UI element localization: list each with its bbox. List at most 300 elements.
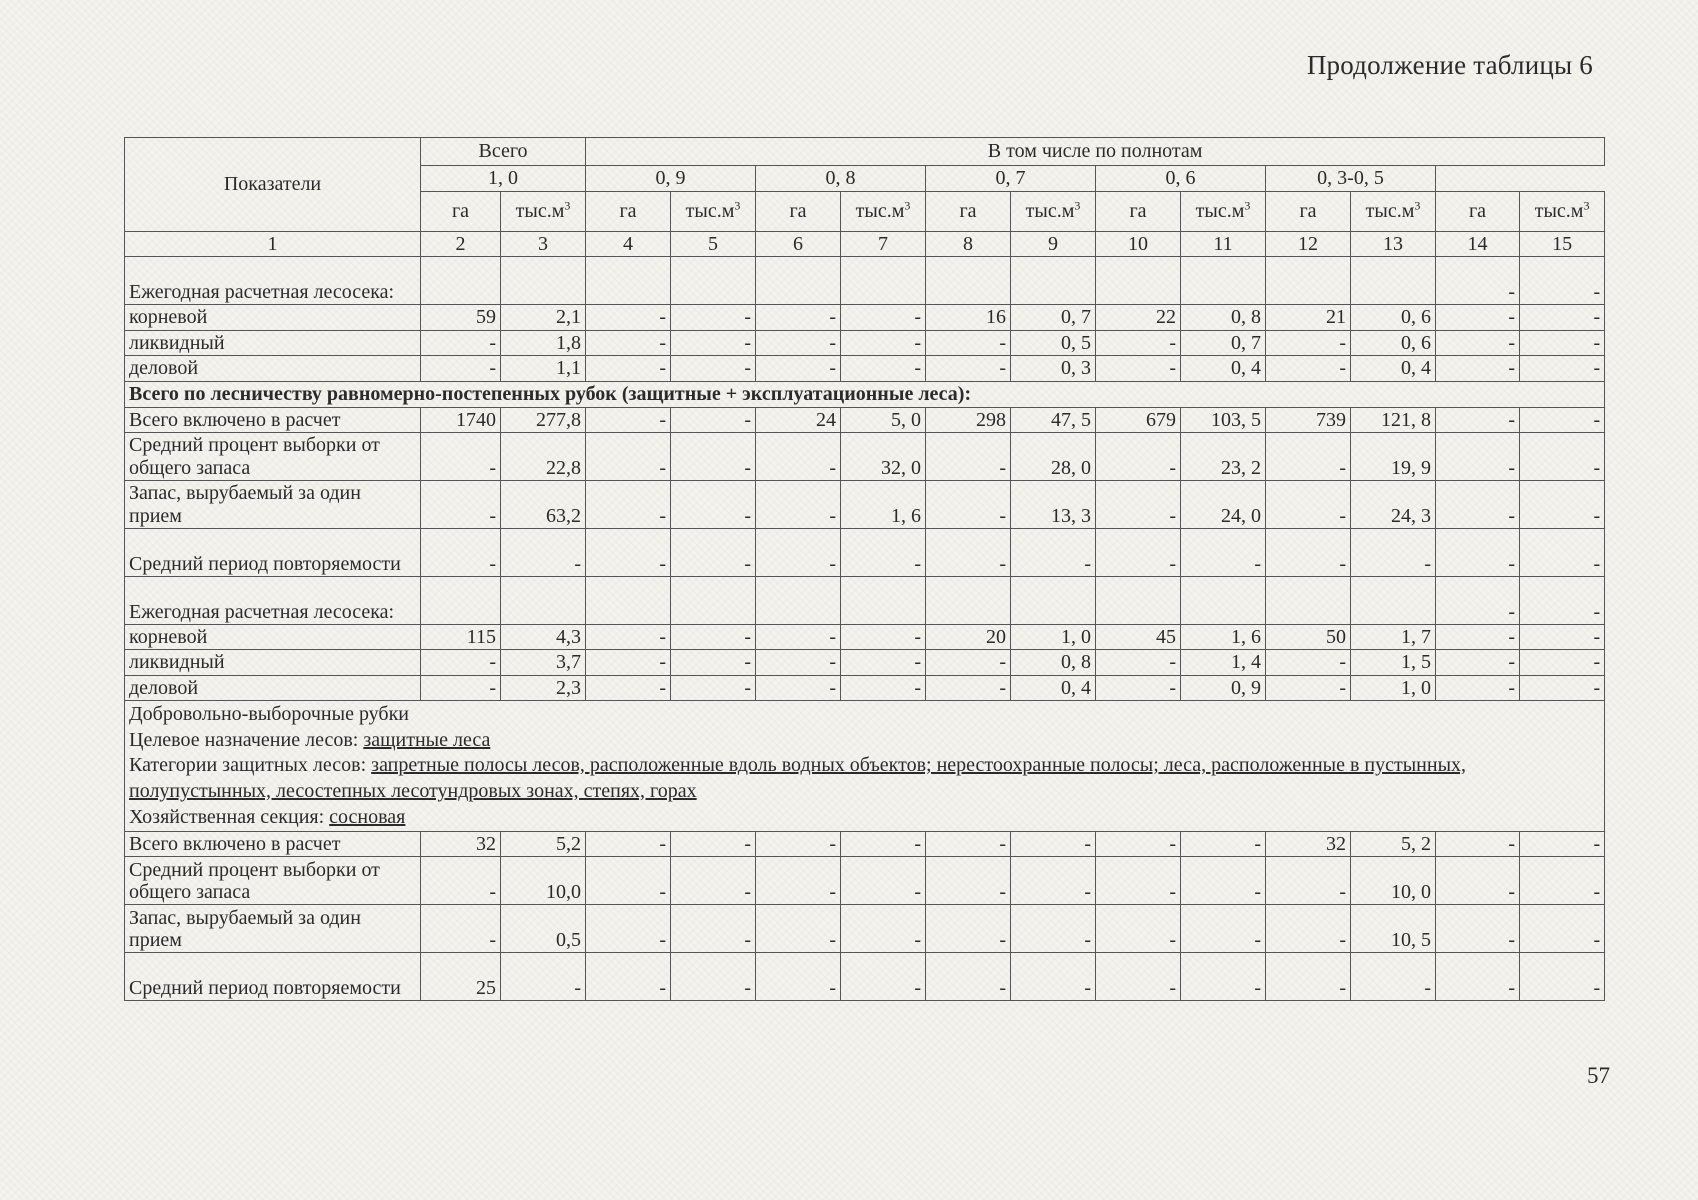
row-label: Запас, вырубаемый за один прием bbox=[125, 480, 421, 528]
table-cell bbox=[926, 576, 1011, 624]
header-unit-ha: га bbox=[756, 192, 841, 232]
table-cell: 0, 4 bbox=[1181, 356, 1266, 381]
table-cell: - bbox=[671, 832, 756, 857]
table-cell: 24, 0 bbox=[1181, 480, 1266, 528]
table-cell: 5, 2 bbox=[1351, 832, 1436, 857]
section-3-rows bbox=[125, 832, 1605, 1001]
table-cell: - bbox=[1096, 330, 1181, 355]
unit-volume-text: тыс.м bbox=[855, 200, 905, 223]
table-row bbox=[125, 257, 1605, 305]
column-number: 1 bbox=[125, 232, 421, 257]
table-cell: - bbox=[1520, 905, 1605, 953]
column-number: 4 bbox=[586, 232, 671, 257]
table-cell: - bbox=[841, 953, 926, 1001]
table-cell: 121, 8 bbox=[1351, 407, 1436, 432]
section-2-rows bbox=[125, 407, 1605, 701]
table-cell: - bbox=[1011, 528, 1096, 576]
table-cell: - bbox=[671, 356, 756, 381]
table-cell: - bbox=[756, 905, 841, 953]
table-cell: - bbox=[421, 528, 501, 576]
table-cell: - bbox=[1181, 528, 1266, 576]
table-cell: 50 bbox=[1266, 624, 1351, 649]
table-cell bbox=[586, 576, 671, 624]
table-cell: - bbox=[1436, 407, 1520, 432]
table-cell: - bbox=[501, 528, 586, 576]
table-cell: 47, 5 bbox=[1011, 407, 1096, 432]
table-cell: - bbox=[841, 675, 926, 700]
unit-volume-sup: 3 bbox=[1074, 198, 1081, 213]
table-cell: - bbox=[756, 432, 841, 480]
row-label: Средний процент выборки от общего запаса bbox=[125, 432, 421, 480]
table-cell bbox=[671, 257, 756, 305]
table-cell: 10, 5 bbox=[1351, 905, 1436, 953]
table-cell bbox=[1266, 257, 1351, 305]
table-cell: - bbox=[926, 432, 1011, 480]
table-cell: - bbox=[1436, 675, 1520, 700]
table-cell: - bbox=[1520, 356, 1605, 381]
row-label: деловой bbox=[125, 356, 421, 381]
table-cell bbox=[926, 257, 1011, 305]
table-cell: - bbox=[586, 356, 671, 381]
table-cell: 2,3 bbox=[501, 675, 586, 700]
section-label: Хозяйственная секция: bbox=[129, 805, 330, 828]
table-cell: - bbox=[1096, 832, 1181, 857]
column-number: 15 bbox=[1520, 232, 1605, 257]
unit-volume-text: тыс.м bbox=[685, 200, 735, 223]
header-unit-ha: га bbox=[926, 192, 1011, 232]
table-cell bbox=[841, 257, 926, 305]
table-cell: 32 bbox=[1266, 832, 1351, 857]
table-cell: - bbox=[841, 857, 926, 905]
table-cell: - bbox=[1181, 905, 1266, 953]
table-cell: - bbox=[1520, 480, 1605, 528]
table-cell: - bbox=[671, 480, 756, 528]
table-cell: 103, 5 bbox=[1181, 407, 1266, 432]
table-row bbox=[125, 480, 1605, 528]
header-unit-ha: га bbox=[421, 192, 501, 232]
row-label: корневой bbox=[125, 305, 421, 330]
header-unit-volume bbox=[1181, 192, 1266, 232]
table-cell: 115 bbox=[421, 624, 501, 649]
table-cell: - bbox=[586, 832, 671, 857]
section-line bbox=[129, 805, 1600, 831]
table-cell: - bbox=[1436, 330, 1520, 355]
table-cell: - bbox=[1520, 432, 1605, 480]
table-cell: - bbox=[926, 480, 1011, 528]
table-cell: - bbox=[1096, 432, 1181, 480]
table-cell: - bbox=[671, 330, 756, 355]
table-row bbox=[125, 356, 1605, 381]
header-unit-volume bbox=[501, 192, 586, 232]
unit-volume-sup: 3 bbox=[1244, 198, 1251, 213]
table-cell: 25 bbox=[421, 953, 501, 1001]
header-density-group: 1, 0 bbox=[421, 166, 586, 192]
unit-volume-text: тыс.м bbox=[1195, 200, 1245, 223]
table-cell: - bbox=[586, 480, 671, 528]
table-cell: - bbox=[1436, 432, 1520, 480]
table-cell: - bbox=[1520, 624, 1605, 649]
column-number: 8 bbox=[926, 232, 1011, 257]
table-cell: - bbox=[421, 675, 501, 700]
unit-volume-text: тыс.м bbox=[1365, 200, 1415, 223]
table-cell: - bbox=[756, 675, 841, 700]
header-by-density: В том числе по полнотам bbox=[586, 138, 1605, 166]
table-cell: 1,1 bbox=[501, 356, 586, 381]
table-cell: - bbox=[1520, 407, 1605, 432]
table-cell: - bbox=[1351, 953, 1436, 1001]
table-cell: 0, 3 bbox=[1011, 356, 1096, 381]
table-cell bbox=[671, 576, 756, 624]
row-label: деловой bbox=[125, 675, 421, 700]
table-cell: - bbox=[1096, 857, 1181, 905]
row-label: Средний период повторяемости bbox=[125, 953, 421, 1001]
header-unit-volume bbox=[671, 192, 756, 232]
table-cell: - bbox=[1266, 432, 1351, 480]
table-cell: - bbox=[1181, 832, 1266, 857]
table-cell: 5,2 bbox=[501, 832, 586, 857]
table-row bbox=[125, 650, 1605, 675]
table-cell: - bbox=[841, 832, 926, 857]
table-cell: - bbox=[926, 650, 1011, 675]
table-cell: - bbox=[926, 857, 1011, 905]
table-cell: - bbox=[501, 953, 586, 1001]
table-cell: 5, 0 bbox=[841, 407, 926, 432]
table-cell: 0, 7 bbox=[1011, 305, 1096, 330]
table-cell: - bbox=[421, 650, 501, 675]
table-cell: - bbox=[586, 675, 671, 700]
unit-volume-sup: 3 bbox=[564, 198, 571, 213]
table-cell: - bbox=[841, 330, 926, 355]
table-cell: 23, 2 bbox=[1181, 432, 1266, 480]
table-cell: - bbox=[1011, 832, 1096, 857]
row-label: Средний процент выборки от общего запаса bbox=[125, 857, 421, 905]
table-cell: - bbox=[1520, 330, 1605, 355]
table-cell: - bbox=[1096, 675, 1181, 700]
categories-line bbox=[129, 753, 1600, 804]
table-cell bbox=[1096, 257, 1181, 305]
table-cell: - bbox=[1266, 905, 1351, 953]
table-cell: - bbox=[756, 650, 841, 675]
table-cell bbox=[1266, 576, 1351, 624]
header-unit-volume bbox=[1011, 192, 1096, 232]
unit-volume-sup: 3 bbox=[1414, 198, 1421, 213]
table-cell: - bbox=[756, 330, 841, 355]
table-cell: - bbox=[1436, 528, 1520, 576]
column-number: 12 bbox=[1266, 232, 1351, 257]
table-cell: - bbox=[671, 675, 756, 700]
table-cell: - bbox=[671, 305, 756, 330]
table-cell: - bbox=[756, 832, 841, 857]
table-cell: - bbox=[421, 356, 501, 381]
table-cell: - bbox=[586, 624, 671, 649]
table-row bbox=[125, 407, 1605, 432]
table-cell: - bbox=[671, 650, 756, 675]
table-cell: - bbox=[1520, 675, 1605, 700]
header-density-group: 0, 9 bbox=[586, 166, 756, 192]
table-cell: - bbox=[1266, 480, 1351, 528]
table-cell: - bbox=[421, 905, 501, 953]
table-cell: - bbox=[1096, 905, 1181, 953]
table-cell: - bbox=[841, 528, 926, 576]
table-cell: - bbox=[1520, 953, 1605, 1001]
forest-harvest-table bbox=[124, 137, 1605, 1001]
table-cell: 1, 4 bbox=[1181, 650, 1266, 675]
header-unit-ha: га bbox=[1436, 192, 1520, 232]
header-indicators: Показатели bbox=[125, 138, 421, 232]
table-cell: - bbox=[586, 905, 671, 953]
row-label: Ежегодная расчетная лесосека: bbox=[125, 257, 421, 305]
table-cell: 1, 7 bbox=[1351, 624, 1436, 649]
table-cell: 22 bbox=[1096, 305, 1181, 330]
section-2-body bbox=[125, 381, 1605, 407]
column-number: 6 bbox=[756, 232, 841, 257]
section-1-body bbox=[125, 257, 1605, 381]
table-cell: - bbox=[586, 857, 671, 905]
table-cell bbox=[586, 257, 671, 305]
table-cell: - bbox=[586, 650, 671, 675]
table-cell bbox=[1011, 257, 1096, 305]
header-unit-volume bbox=[841, 192, 926, 232]
table-cell: 1, 6 bbox=[1181, 624, 1266, 649]
table-cell: - bbox=[756, 857, 841, 905]
table-caption: Продолжение таблицы 6 bbox=[1306, 50, 1593, 80]
table-cell: - bbox=[421, 330, 501, 355]
table-cell bbox=[1351, 576, 1436, 624]
categories-label: Категории защитных лесов: bbox=[129, 754, 372, 777]
column-number: 11 bbox=[1181, 232, 1266, 257]
table-cell: 679 bbox=[1096, 407, 1181, 432]
unit-volume-sup: 3 bbox=[1583, 198, 1590, 213]
column-number: 13 bbox=[1351, 232, 1436, 257]
table-cell: 0, 4 bbox=[1351, 356, 1436, 381]
table-cell bbox=[1096, 576, 1181, 624]
table-row bbox=[125, 305, 1605, 330]
row-label: Всего включено в расчет bbox=[125, 407, 421, 432]
page-number: 57 bbox=[1587, 1063, 1610, 1088]
table-cell: 4,3 bbox=[501, 624, 586, 649]
table-cell: - bbox=[586, 432, 671, 480]
table-cell: - bbox=[1520, 857, 1605, 905]
table-cell: - bbox=[586, 330, 671, 355]
table-cell: - bbox=[1266, 857, 1351, 905]
table-cell: - bbox=[1266, 650, 1351, 675]
table-cell: - bbox=[926, 330, 1011, 355]
table-cell: - bbox=[586, 305, 671, 330]
table-cell: 28, 0 bbox=[1011, 432, 1096, 480]
section-value: сосновая bbox=[329, 805, 406, 828]
table-cell: - bbox=[1436, 857, 1520, 905]
table-cell: - bbox=[671, 624, 756, 649]
table-cell bbox=[841, 576, 926, 624]
table-cell: 16 bbox=[926, 305, 1011, 330]
table-row bbox=[125, 576, 1605, 624]
table-cell: - bbox=[841, 650, 926, 675]
table-cell: - bbox=[756, 480, 841, 528]
table-cell: - bbox=[926, 675, 1011, 700]
unit-volume-sup: 3 bbox=[904, 198, 911, 213]
table-cell: - bbox=[1436, 905, 1520, 953]
table-cell: 298 bbox=[926, 407, 1011, 432]
table-cell: - bbox=[1096, 528, 1181, 576]
table-cell: 24 bbox=[756, 407, 841, 432]
row-label: Запас, вырубаемый за один прием bbox=[125, 905, 421, 953]
purpose-line bbox=[129, 728, 1600, 754]
table-cell: - bbox=[1436, 257, 1520, 305]
purpose-label: Целевое назначение лесов: bbox=[129, 728, 364, 751]
header-density-group: 0, 3-0, 5 bbox=[1266, 166, 1436, 192]
header-density-group: 0, 6 bbox=[1096, 166, 1266, 192]
table-cell: 1740 bbox=[421, 407, 501, 432]
header-unit-volume bbox=[1520, 192, 1605, 232]
header-density-group: 0, 8 bbox=[756, 166, 926, 192]
table-cell: 1,8 bbox=[501, 330, 586, 355]
table-cell: 32, 0 bbox=[841, 432, 926, 480]
column-number: 14 bbox=[1436, 232, 1520, 257]
table-cell: - bbox=[926, 905, 1011, 953]
table-cell: 1, 6 bbox=[841, 480, 926, 528]
table-row bbox=[125, 675, 1605, 700]
table-cell: - bbox=[586, 407, 671, 432]
table-cell: - bbox=[1436, 832, 1520, 857]
table-cell: - bbox=[671, 905, 756, 953]
table-cell: 20 bbox=[926, 624, 1011, 649]
table-cell: - bbox=[671, 953, 756, 1001]
table-cell: - bbox=[1436, 305, 1520, 330]
table-cell bbox=[421, 257, 501, 305]
table-cell: 0,5 bbox=[501, 905, 586, 953]
table-cell: 32 bbox=[421, 832, 501, 857]
table-cell: 0, 6 bbox=[1351, 305, 1436, 330]
unit-volume-sup: 3 bbox=[734, 198, 741, 213]
table-cell: 1, 0 bbox=[1011, 624, 1096, 649]
table-cell: 21 bbox=[1266, 305, 1351, 330]
table-cell: 1, 0 bbox=[1351, 675, 1436, 700]
table-cell: - bbox=[1436, 576, 1520, 624]
table-cell: - bbox=[1266, 953, 1351, 1001]
table-cell: - bbox=[586, 528, 671, 576]
header-total: Всего bbox=[421, 138, 586, 166]
table-cell: 59 bbox=[421, 305, 501, 330]
column-number: 2 bbox=[421, 232, 501, 257]
table-cell: - bbox=[841, 624, 926, 649]
table-cell: 24, 3 bbox=[1351, 480, 1436, 528]
table-cell: - bbox=[1266, 356, 1351, 381]
table-row bbox=[125, 832, 1605, 857]
table-row bbox=[125, 432, 1605, 480]
table-cell: - bbox=[586, 953, 671, 1001]
table-cell: - bbox=[1351, 528, 1436, 576]
table-row bbox=[125, 953, 1605, 1001]
table-cell: 63,2 bbox=[501, 480, 586, 528]
table-cell: - bbox=[1096, 650, 1181, 675]
table-cell: - bbox=[1520, 576, 1605, 624]
table-cell bbox=[1181, 576, 1266, 624]
table-cell: - bbox=[1520, 650, 1605, 675]
table-cell: - bbox=[756, 528, 841, 576]
table-cell: - bbox=[1181, 857, 1266, 905]
table-cell: 277,8 bbox=[501, 407, 586, 432]
column-number: 5 bbox=[671, 232, 756, 257]
table-cell: - bbox=[1096, 953, 1181, 1001]
table-cell: - bbox=[671, 857, 756, 905]
table-cell: 0, 5 bbox=[1011, 330, 1096, 355]
table-cell bbox=[501, 257, 586, 305]
table-cell: - bbox=[1436, 650, 1520, 675]
table-cell: - bbox=[1436, 953, 1520, 1001]
section-2-title: Всего по лесничеству равномерно-постепенных рубок (защитные + эксплуатационные леса): bbox=[125, 381, 1605, 407]
table-cell: 0, 8 bbox=[1011, 650, 1096, 675]
table-cell: - bbox=[1266, 528, 1351, 576]
header-unit-ha: га bbox=[1096, 192, 1181, 232]
table-cell: - bbox=[1011, 905, 1096, 953]
table-cell: - bbox=[841, 905, 926, 953]
section-3-info bbox=[125, 701, 1605, 832]
table-cell: - bbox=[671, 528, 756, 576]
table-cell: 10, 0 bbox=[1351, 857, 1436, 905]
table-cell: - bbox=[1520, 832, 1605, 857]
column-number: 9 bbox=[1011, 232, 1096, 257]
table-cell: - bbox=[671, 407, 756, 432]
table-cell bbox=[501, 576, 586, 624]
table-cell: - bbox=[1096, 356, 1181, 381]
row-label: Всего включено в расчет bbox=[125, 832, 421, 857]
table-cell: 19, 9 bbox=[1351, 432, 1436, 480]
table-row bbox=[125, 528, 1605, 576]
table-cell: 0, 7 bbox=[1181, 330, 1266, 355]
table-cell: - bbox=[1520, 257, 1605, 305]
table-cell: 45 bbox=[1096, 624, 1181, 649]
row-label: Ежегодная расчетная лесосека: bbox=[125, 576, 421, 624]
column-number: 7 bbox=[841, 232, 926, 257]
table-cell: - bbox=[1011, 953, 1096, 1001]
table-row bbox=[125, 857, 1605, 905]
table-cell: - bbox=[926, 356, 1011, 381]
table-cell: - bbox=[1436, 480, 1520, 528]
table-cell: - bbox=[1096, 480, 1181, 528]
table-cell: 0, 4 bbox=[1011, 675, 1096, 700]
unit-volume-text: тыс.м bbox=[1025, 200, 1075, 223]
table-header bbox=[125, 138, 1605, 257]
categories-value: запретные полосы лесов, расположенные вдоль водных объектов; нерестоохранные полосы; леса, расположенные в пустынных, полупустынных, лесостепных лесотундровых зонах, степях, горах bbox=[129, 754, 1467, 802]
table-cell bbox=[421, 576, 501, 624]
header-unit-volume bbox=[1351, 192, 1436, 232]
unit-volume-text: тыс.м bbox=[1534, 200, 1584, 223]
table-cell bbox=[756, 576, 841, 624]
table-cell: - bbox=[671, 432, 756, 480]
table-cell: 10,0 bbox=[501, 857, 586, 905]
table-cell: - bbox=[1436, 356, 1520, 381]
table-row bbox=[125, 905, 1605, 953]
table-cell bbox=[1011, 576, 1096, 624]
section-3-title: Добровольно-выборочные рубки bbox=[129, 703, 410, 726]
table-cell: - bbox=[756, 624, 841, 649]
table-cell: - bbox=[926, 953, 1011, 1001]
table-cell: - bbox=[841, 305, 926, 330]
table-row bbox=[125, 330, 1605, 355]
table-cell bbox=[756, 257, 841, 305]
table-row bbox=[125, 624, 1605, 649]
header-unit-ha: га bbox=[586, 192, 671, 232]
table-cell: - bbox=[1266, 675, 1351, 700]
header-unit-ha: га bbox=[1266, 192, 1351, 232]
table-cell: 739 bbox=[1266, 407, 1351, 432]
table-cell: 22,8 bbox=[501, 432, 586, 480]
table-cell: - bbox=[1520, 528, 1605, 576]
table-cell: 0, 8 bbox=[1181, 305, 1266, 330]
table-cell: - bbox=[756, 953, 841, 1001]
row-label: корневой bbox=[125, 624, 421, 649]
purpose-value: защитные леса bbox=[363, 728, 491, 751]
